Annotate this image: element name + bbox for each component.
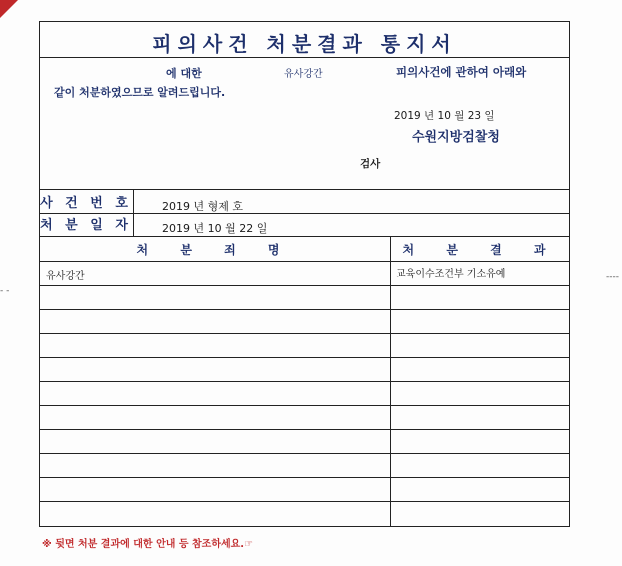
notice-frame bbox=[39, 21, 570, 527]
issue-date: 2019 년 10 월 23 일 bbox=[394, 110, 495, 122]
table-row-result: 교육이수조건부 기소유예 bbox=[396, 269, 506, 280]
table-row-rule bbox=[40, 285, 569, 286]
document-title: 피의사건 처분결과 통지서 bbox=[152, 32, 457, 56]
table-row-rule bbox=[40, 309, 569, 310]
intro-charge-name: 유사강간 bbox=[284, 69, 323, 80]
scan-edge-mark-right: ---- bbox=[606, 272, 619, 282]
table-row-rule bbox=[40, 453, 569, 454]
office-name: 수원지방검찰청 bbox=[412, 130, 500, 145]
corner-mark bbox=[0, 0, 18, 18]
result-column-header: 처 분 결 과 bbox=[402, 243, 560, 257]
case-info-bottom-rule bbox=[40, 236, 569, 237]
disposition-date-value: 2019 년 10 월 22 일 bbox=[162, 222, 268, 235]
prosecutor-label: 검사 bbox=[360, 158, 381, 170]
intro-line2: 같이 처분하였으므로 알려드립니다. bbox=[54, 86, 226, 99]
title-divider bbox=[40, 57, 569, 58]
table-row-rule bbox=[40, 501, 569, 502]
case-info-top-rule bbox=[40, 189, 569, 190]
disposition-date-label: 처 분 일 자 bbox=[40, 218, 132, 233]
table-row-rule bbox=[40, 477, 569, 478]
case-info-mid-rule bbox=[40, 213, 569, 214]
regarding-label: 에 대한 bbox=[166, 67, 202, 80]
case-number-value: 2019 년 형제 호 bbox=[162, 200, 243, 213]
case-number-label: 사 건 번 호 bbox=[40, 196, 132, 211]
table-row-rule bbox=[40, 333, 569, 334]
table-row-rule bbox=[40, 429, 569, 430]
scan-edge-mark-left: - - bbox=[0, 286, 10, 296]
table-row-rule bbox=[40, 381, 569, 382]
table-row-rule bbox=[40, 261, 569, 262]
table-row-charge: 유사강간 bbox=[46, 271, 85, 282]
table-row-rule bbox=[40, 405, 569, 406]
footer-note: ※ 뒷면 처분 결과에 대한 안내 등 참조하세요.☞ bbox=[42, 539, 254, 550]
table-row-rule bbox=[40, 357, 569, 358]
charge-column-header: 처 분 죄 명 bbox=[136, 243, 294, 257]
intro-suffix: 피의사건에 관하여 아래와 bbox=[396, 65, 527, 79]
